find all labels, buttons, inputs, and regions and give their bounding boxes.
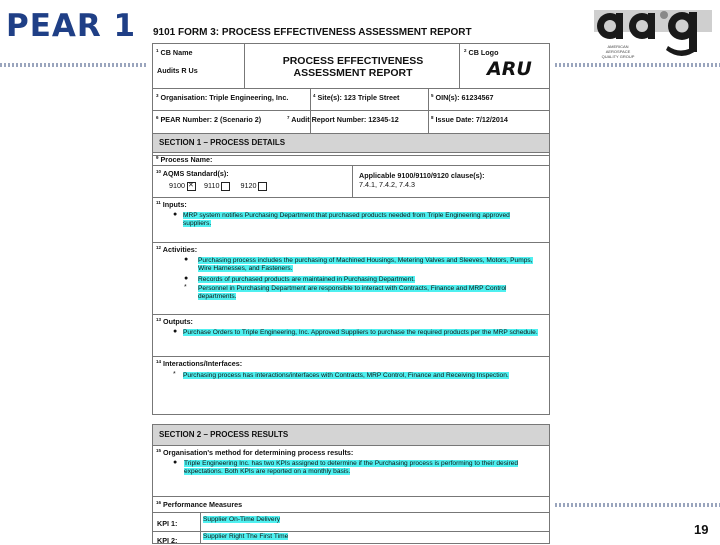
kpi2-label: KPI 2: — [157, 536, 178, 545]
header-divider-left — [0, 63, 150, 67]
pear-form-document — [147, 22, 555, 545]
footer-divider-right — [555, 503, 720, 507]
cb-name-label: $^1$ CB Name — [156, 48, 193, 57]
standard-checkboxes: 9100✕ 9110 9120 — [169, 181, 267, 191]
activity-bullet-1: ● — [184, 256, 189, 263]
process-name-label: $^9$ Process Name: — [156, 155, 213, 164]
method-text: Triple Engineering Inc. has two KPIs assigned to determine if the Purchasing process is performing to their desired expectations. Both KPIs are reported on a monthly basis. — [184, 460, 519, 476]
organisation-field: $^3$ Organisation: Triple Engineering, Inc. — [156, 93, 289, 102]
checkbox-9100[interactable] — [187, 182, 196, 191]
outputs-text: Purchase Orders to Triple Engineering, Inc. Approved Suppliers to purchase the required products per the MRP schedule. — [183, 329, 538, 336]
interactions-text: Purchasing process has interactions/interfaces with Contracts, MRP Control, Finance and Receiving Inspection. — [183, 372, 509, 379]
interactions-bullet: * — [173, 371, 176, 378]
aqms-standard-label: $^{10}$ AQMS Standard(s): — [156, 169, 229, 178]
checkbox-9110[interactable] — [221, 182, 230, 191]
interactions-label: $^{14}$ Interactions/Interfaces: — [156, 359, 243, 368]
slide-title: PEAR 1 — [6, 8, 137, 44]
cb-logo-label: $^2$ CB Logo — [464, 48, 499, 57]
activity-1: Purchasing process includes the purchasing of Machined Housings, Metering Valves and Sleeves, Motors, Pumps, Wire Harnesses, and Fasteners. — [198, 257, 533, 273]
kpi2-value: Supplier Right The First Time — [203, 533, 289, 540]
report-title: PROCESS EFFECTIVENESS ASSESSMENT REPORT — [282, 55, 424, 79]
activity-3: Personnel in Purchasing Department are responsible to interact with Contracts, Finance and MRP Control departments. — [198, 285, 507, 301]
applicable-clauses-value: 7.4.1, 7.4.2, 7.4.3 — [359, 180, 415, 189]
audit-report-number-field: $^7$ Audit Report Number: 12345-12 — [287, 115, 399, 124]
page-number: 19 — [694, 522, 709, 537]
header-divider-right — [555, 63, 720, 67]
performance-measures-label: $^{16}$ Performance Measures — [156, 500, 243, 509]
inputs-label: $^{11}$ Inputs: — [156, 200, 187, 209]
method-label: $^{15}$ Organisation's method for determining process results: — [156, 448, 354, 457]
cb-name-value: Audits R Us — [157, 66, 198, 75]
outputs-label: $^{13}$ Outputs: — [156, 317, 193, 326]
outputs-bullet: ● — [173, 328, 178, 335]
section2-title: SECTION 2 – PROCESS RESULTS — [153, 425, 549, 445]
inputs-bullet: ● — [173, 211, 178, 218]
activity-bullet-3: * — [184, 284, 187, 291]
method-bullet: ● — [173, 459, 178, 466]
activity-bullet-2: ● — [184, 275, 189, 282]
logo-tagline: AMERICAN AEROSPACE QUALITY GROUP — [601, 44, 635, 59]
site-field: $^4$ Site(s): 123 Triple Street — [313, 93, 400, 102]
activities-label: $^{12}$ Activities: — [156, 245, 198, 254]
pear-number-field: $^6$ PEAR Number: 2 (Scenario 2) — [156, 115, 262, 124]
kpi1-label: KPI 1: — [157, 519, 178, 528]
form-heading: 9101 FORM 3: PROCESS EFFECTIVENESS ASSESSMENT REPORT — [153, 27, 472, 38]
inputs-text: MRP system notifies Purchasing Department that purchased products needed from Triple Engineering approved suppliers. — [183, 212, 510, 228]
cb-logo-value: ARU — [487, 58, 532, 80]
section1-title: SECTION 1 – PROCESS DETAILS — [153, 134, 549, 152]
checkbox-9120[interactable] — [258, 182, 267, 191]
kpi1-value: Supplier On-Time Delivery — [203, 516, 281, 523]
activity-2: Records of purchased products are maintained in Purchasing Department. — [198, 276, 415, 283]
applicable-clauses-label: Applicable 9100/9110/9120 clause(s): — [359, 171, 485, 180]
issue-date-field: $^8$ Issue Date: 7/12/2014 — [431, 115, 508, 124]
oin-field: $^5$ OIN(s): 61234567 — [431, 93, 494, 102]
